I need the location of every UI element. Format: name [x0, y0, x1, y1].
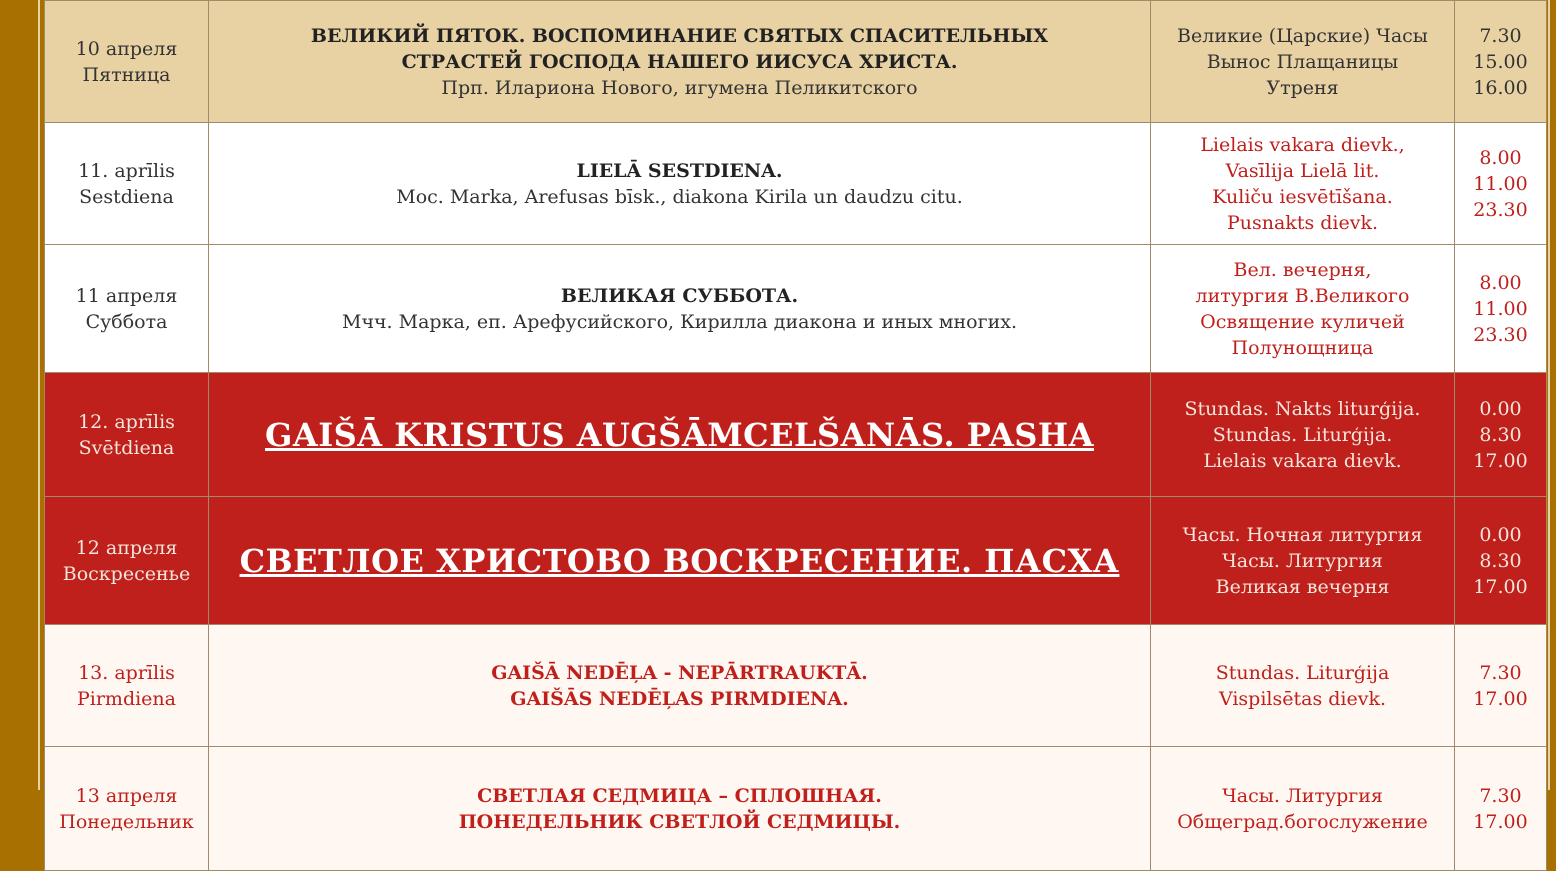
services-cell: [1151, 497, 1455, 625]
feast-cell: [209, 625, 1151, 747]
weekday-label: Sestdiena: [79, 185, 174, 208]
table-row: [45, 1, 1547, 123]
service-time: 8.30: [1479, 423, 1522, 446]
service-item: Великие (Царские) Часы: [1177, 24, 1428, 47]
feast-title: СВЕТЛАЯ СЕДМИЦА – СПЛОШНАЯ.: [477, 784, 882, 807]
feast-title: ВЕЛИКАЯ СУББОТА.: [560, 284, 799, 307]
service-time: 23.30: [1473, 198, 1528, 221]
feast-cell: [209, 747, 1151, 871]
service-time: 0.00: [1479, 397, 1522, 420]
feast-title: ВЕЛИКИЙ ПЯТОК. ВОСПОМИНАНИЕ СВЯТЫХ СПАСИТЕЛЬНЫХ: [310, 24, 1049, 47]
times-cell: [1455, 245, 1547, 373]
feast-subtitle: Мчч. Марка, еп. Арефусийского, Кирилла диакона и иных многих.: [341, 310, 1017, 333]
service-time: 16.00: [1473, 76, 1528, 99]
services-cell: [1151, 123, 1455, 245]
service-time: 11.00: [1473, 172, 1528, 195]
service-item: Великая вечерня: [1215, 575, 1390, 598]
service-time: 7.30: [1479, 784, 1522, 807]
feast-title-major: СВЕТЛОЕ ХРИСТОВО ВОСКРЕСЕНИЕ. ПАСХА: [239, 541, 1120, 580]
schedule-table: [44, 0, 1547, 871]
feast-cell: [209, 497, 1151, 625]
service-time: 8.30: [1479, 549, 1522, 572]
feast-title-major: GAIŠĀ KRISTUS AUGŠĀMCELŠANĀS. PASHA: [265, 415, 1094, 454]
service-time: 0.00: [1479, 523, 1522, 546]
service-item: Kuliču iesvētīšana.: [1212, 185, 1393, 208]
service-item: Полунощница: [1231, 336, 1374, 359]
date-cell: [45, 497, 209, 625]
date-label: 11. aprīlis: [78, 159, 175, 182]
feast-title: СТРАСТЕЙ ГОСПОДА НАШЕГО ИИСУСА ХРИСТА.: [401, 50, 958, 73]
services-cell: [1151, 245, 1455, 373]
service-time: 8.00: [1479, 146, 1522, 169]
table-row: [45, 123, 1547, 245]
date-label: 11 апреля: [75, 284, 178, 307]
date-label: 12. aprīlis: [78, 410, 175, 433]
service-item: Общеград.богослужение: [1177, 810, 1428, 833]
weekday-label: Svētdiena: [78, 436, 175, 459]
services-cell: [1151, 1, 1455, 123]
feast-subtitle: Прп. Илариона Нового, игумена Пеликитского: [441, 76, 918, 99]
weekday-label: Pirmdiena: [76, 687, 176, 710]
times-cell: [1455, 373, 1547, 497]
feast-cell: [209, 123, 1151, 245]
service-item: Часы. Литургия: [1222, 784, 1383, 807]
table-row: [45, 373, 1547, 497]
service-time: 15.00: [1473, 50, 1528, 73]
service-time: 17.00: [1473, 575, 1528, 598]
service-item: Lielais vakara dievk.: [1203, 449, 1402, 472]
feast-cell: [209, 373, 1151, 497]
service-time: 8.00: [1479, 271, 1522, 294]
date-label: 12 апреля: [75, 536, 178, 559]
weekday-label: Понедельник: [59, 810, 194, 833]
date-cell: [45, 1, 209, 123]
service-time: 7.30: [1479, 661, 1522, 684]
service-item: Vasīlija Lielā lit.: [1225, 159, 1380, 182]
service-item: Pusnakts dievk.: [1226, 211, 1379, 234]
date-cell: [45, 373, 209, 497]
feast-title: ПОНЕДЕЛЬНИК СВЕТЛОЙ СЕДМИЦЫ.: [458, 810, 901, 833]
frame-border-right: [1548, 0, 1550, 790]
service-item: Vispilsētas dievk.: [1218, 687, 1387, 710]
table-row: [45, 747, 1547, 871]
service-item: Lielais vakara dievk.,: [1200, 133, 1405, 156]
services-cell: [1151, 373, 1455, 497]
times-cell: [1455, 625, 1547, 747]
service-time: 23.30: [1473, 323, 1528, 346]
feast-title: GAIŠĀS NEDĒĻAS PIRMDIENA.: [510, 687, 849, 710]
times-cell: [1455, 1, 1547, 123]
service-time: 17.00: [1473, 687, 1528, 710]
service-item: Stundas. Nakts liturģija.: [1184, 397, 1421, 420]
date-label: 10 апреля: [75, 37, 178, 60]
service-item: Освящение куличей: [1200, 310, 1405, 333]
date-cell: [45, 747, 209, 871]
service-time: 17.00: [1473, 449, 1528, 472]
service-item: Вынос Плащаницы: [1206, 50, 1399, 73]
table-row: [45, 245, 1547, 373]
service-item: Утреня: [1266, 76, 1339, 99]
table-row: [45, 497, 1547, 625]
service-time: 11.00: [1473, 297, 1528, 320]
weekday-label: Суббота: [85, 310, 168, 333]
date-label: 13 апреля: [75, 784, 178, 807]
service-item: Вел. вечерня,: [1233, 258, 1372, 281]
times-cell: [1455, 497, 1547, 625]
date-cell: [45, 123, 209, 245]
times-cell: [1455, 123, 1547, 245]
frame-border-left: [38, 0, 40, 790]
service-item: Часы. Ночная литургия: [1182, 523, 1423, 546]
date-cell: [45, 245, 209, 373]
date-cell: [45, 625, 209, 747]
weekday-label: Пятница: [82, 63, 171, 86]
feast-title: GAIŠĀ NEDĒĻA - NEPĀRTRAUKTĀ.: [491, 661, 868, 684]
feast-cell: [209, 245, 1151, 373]
date-label: 13. aprīlis: [78, 661, 175, 684]
feast-subtitle: Moc. Marka, Arefusas bīsk., diakona Kirila un daudzu citu.: [396, 185, 963, 208]
feast-cell: [209, 1, 1151, 123]
feast-title: LIELĀ SESTDIENA.: [576, 159, 783, 182]
service-item: Stundas. Liturģija: [1215, 661, 1390, 684]
times-cell: [1455, 747, 1547, 871]
weekday-label: Воскресенье: [62, 562, 191, 585]
service-item: литургия В.Великого: [1195, 284, 1410, 307]
services-cell: [1151, 747, 1455, 871]
service-time: 17.00: [1473, 810, 1528, 833]
services-cell: [1151, 625, 1455, 747]
service-time: 7.30: [1479, 24, 1522, 47]
table-row: [45, 625, 1547, 747]
service-item: Часы. Литургия: [1222, 549, 1383, 572]
service-item: Stundas. Liturģija.: [1212, 423, 1393, 446]
